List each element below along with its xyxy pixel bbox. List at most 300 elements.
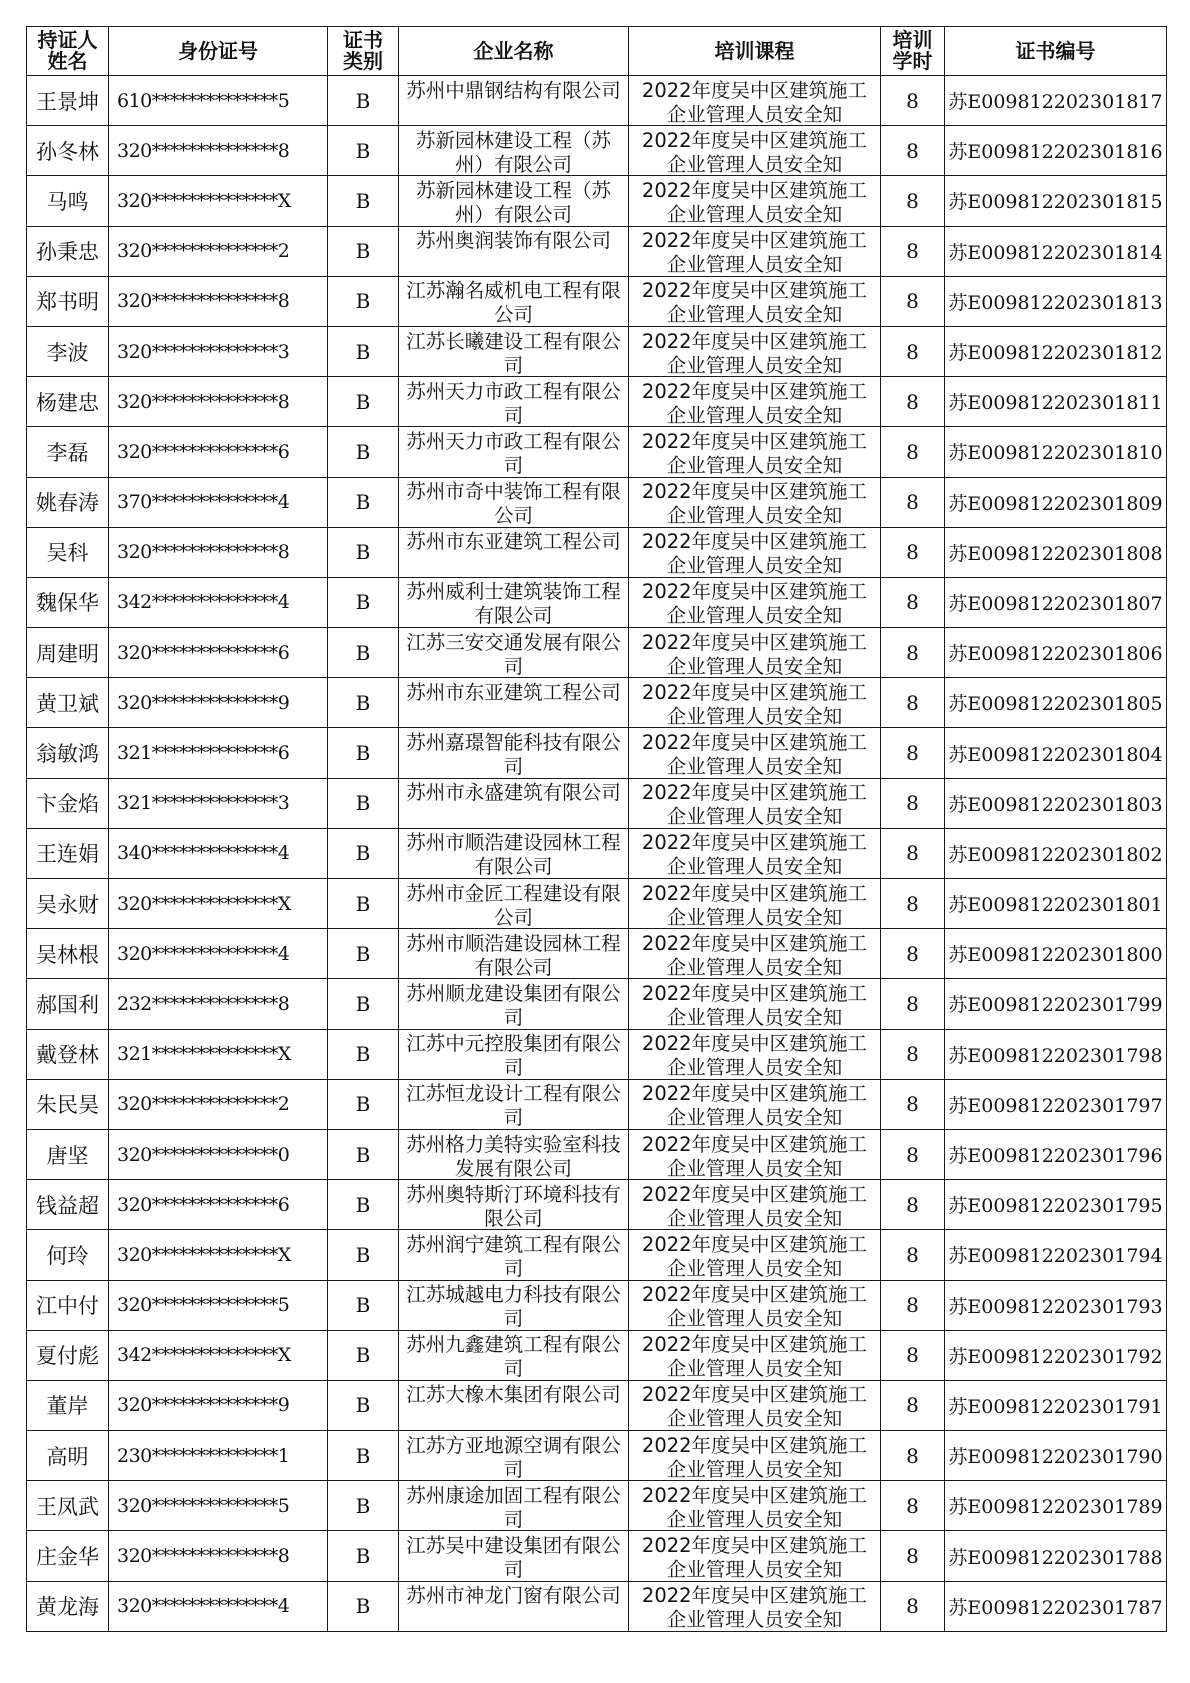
cell-course-text: 2022年度吴中区建筑施工企业管理人员安全知 — [641, 1032, 868, 1077]
cell-course-text: 2022年度吴中区建筑施工企业管理人员安全知 — [641, 480, 868, 525]
table-row — [27, 326, 1167, 376]
cell-cert-number: 苏E009812202301810 — [945, 427, 1167, 477]
table-row — [27, 76, 1167, 126]
cell-cert-number: 苏E009812202301803 — [945, 778, 1167, 828]
cell-course — [629, 176, 881, 226]
table-row — [27, 1431, 1167, 1481]
cell-id-number: 610**************5 — [109, 76, 328, 126]
cell-course-text: 2022年度吴中区建筑施工企业管理人员安全知 — [641, 1182, 868, 1227]
cell-hours: 8 — [881, 527, 945, 577]
table-row — [27, 1129, 1167, 1179]
cell-cert-type: B — [328, 828, 399, 878]
cell-company-text: 苏州九鑫建筑工程有限公司 — [406, 1333, 621, 1378]
cell-cert-type: B — [328, 126, 399, 176]
cell-cert-number: 苏E009812202301787 — [945, 1581, 1167, 1631]
certificate-table — [26, 26, 1167, 1632]
cell-company — [399, 1079, 629, 1129]
cell-cert-number: 苏E009812202301814 — [945, 226, 1167, 276]
cell-course-text: 2022年度吴中区建筑施工企业管理人员安全知 — [641, 1584, 868, 1629]
cell-id-number: 320**************6 — [109, 1180, 328, 1230]
cell-id-number: 320**************5 — [109, 1481, 328, 1531]
table-row — [27, 979, 1167, 1029]
cell-company-text: 江苏吴中建设集团有限公司 — [406, 1534, 621, 1579]
cell-company-text: 苏州市永盛建筑有限公司 — [406, 781, 621, 805]
cell-course — [629, 1230, 881, 1280]
cell-course-text: 2022年度吴中区建筑施工企业管理人员安全知 — [641, 1534, 868, 1579]
cell-hours: 8 — [881, 1079, 945, 1129]
cell-company — [399, 1029, 629, 1079]
cell-company — [399, 1230, 629, 1280]
cell-cert-type: B — [328, 1129, 399, 1179]
cell-cert-type: B — [328, 778, 399, 828]
cell-hours: 8 — [881, 628, 945, 678]
table-header — [27, 27, 1167, 76]
cell-company-text: 苏州市奇中装饰工程有限公司 — [406, 480, 621, 525]
cell-cert-type: B — [328, 1079, 399, 1129]
cell-company-text: 苏州市东亚建筑工程公司 — [406, 680, 621, 704]
cell-hours: 8 — [881, 1330, 945, 1380]
cell-course-text: 2022年度吴中区建筑施工企业管理人员安全知 — [641, 931, 868, 976]
cell-hours: 8 — [881, 1380, 945, 1430]
cell-id-number: 320**************8 — [109, 126, 328, 176]
cell-course — [629, 477, 881, 527]
cell-id-number: 232**************8 — [109, 979, 328, 1029]
cell-hours: 8 — [881, 1280, 945, 1330]
cell-name: 钱益超 — [27, 1180, 109, 1230]
cell-cert-type: B — [328, 678, 399, 728]
header-name: 持证人 姓名 — [27, 27, 109, 76]
header-cert: 证书编号 — [945, 27, 1167, 76]
cell-cert-type: B — [328, 1581, 399, 1631]
cell-id-number: 340**************4 — [109, 828, 328, 878]
cell-course — [629, 126, 881, 176]
cell-cert-number: 苏E009812202301802 — [945, 828, 1167, 878]
cell-name: 吴林根 — [27, 929, 109, 979]
table-row — [27, 427, 1167, 477]
cell-course — [629, 1079, 881, 1129]
cell-name: 孙冬林 — [27, 126, 109, 176]
cell-course-text: 2022年度吴中区建筑施工企业管理人员安全知 — [641, 279, 868, 324]
cell-course-text: 2022年度吴中区建筑施工企业管理人员安全知 — [641, 329, 868, 374]
table-row — [27, 1581, 1167, 1631]
cell-cert-type: B — [328, 1280, 399, 1330]
cell-company — [399, 728, 629, 778]
cell-course-text: 2022年度吴中区建筑施工企业管理人员安全知 — [641, 78, 868, 123]
cell-name: 杨建忠 — [27, 377, 109, 427]
cell-id-number: 321**************6 — [109, 728, 328, 778]
cell-cert-type: B — [328, 377, 399, 427]
cell-id-number: 370**************4 — [109, 477, 328, 527]
cell-course — [629, 728, 881, 778]
cell-company-text: 江苏恒龙设计工程有限公司 — [406, 1082, 621, 1127]
table-row — [27, 879, 1167, 929]
cell-name: 庄金华 — [27, 1531, 109, 1581]
cell-hours: 8 — [881, 1129, 945, 1179]
cell-company-text: 苏州顺龙建设集团有限公司 — [406, 981, 621, 1026]
table-row — [27, 828, 1167, 878]
table-row — [27, 1330, 1167, 1380]
cell-company-text: 江苏方亚地源空调有限公司 — [406, 1433, 621, 1478]
cell-id-number: 320**************6 — [109, 427, 328, 477]
cell-company — [399, 527, 629, 577]
cell-name: 戴登林 — [27, 1029, 109, 1079]
cell-course-text: 2022年度吴中区建筑施工企业管理人员安全知 — [641, 881, 868, 926]
cell-cert-number: 苏E009812202301790 — [945, 1431, 1167, 1481]
cell-course — [629, 1380, 881, 1430]
cell-company — [399, 427, 629, 477]
cell-hours: 8 — [881, 226, 945, 276]
cell-cert-number: 苏E009812202301804 — [945, 728, 1167, 778]
cell-course-text: 2022年度吴中区建筑施工企业管理人员安全知 — [641, 1132, 868, 1177]
table-row — [27, 1029, 1167, 1079]
cell-company-text: 江苏三安交通发展有限公司 — [406, 630, 621, 675]
cell-cert-number: 苏E009812202301813 — [945, 276, 1167, 326]
cell-cert-number: 苏E009812202301789 — [945, 1481, 1167, 1531]
table-row — [27, 377, 1167, 427]
cell-id-number: 320**************5 — [109, 1280, 328, 1330]
cell-hours: 8 — [881, 1029, 945, 1079]
cell-course-text: 2022年度吴中区建筑施工企业管理人员安全知 — [641, 1333, 868, 1378]
cell-cert-number: 苏E009812202301809 — [945, 477, 1167, 527]
table-row — [27, 176, 1167, 226]
table-row — [27, 1481, 1167, 1531]
cell-company-text: 苏州威利士建筑装饰工程有限公司 — [406, 580, 621, 625]
cell-name: 江中付 — [27, 1280, 109, 1330]
cell-id-number: 342**************X — [109, 1330, 328, 1380]
cell-cert-type: B — [328, 628, 399, 678]
cell-company — [399, 326, 629, 376]
cell-name: 王凤武 — [27, 1481, 109, 1531]
table-row — [27, 778, 1167, 828]
cell-company-text: 苏州润宁建筑工程有限公司 — [406, 1232, 621, 1277]
cell-id-number: 320**************8 — [109, 1531, 328, 1581]
cell-company — [399, 1531, 629, 1581]
cell-hours: 8 — [881, 126, 945, 176]
cell-company-text: 苏州康途加固工程有限公司 — [406, 1483, 621, 1528]
table-body — [27, 76, 1167, 1632]
cell-company-text: 苏州奥特斯汀环境科技有限公司 — [406, 1182, 621, 1227]
cell-company-text: 苏州市东亚建筑工程公司 — [406, 530, 621, 554]
cell-hours: 8 — [881, 1581, 945, 1631]
cell-cert-number: 苏E009812202301806 — [945, 628, 1167, 678]
cell-course — [629, 828, 881, 878]
cell-company — [399, 226, 629, 276]
cell-company-text: 苏州中鼎钢结构有限公司 — [406, 78, 621, 102]
cell-cert-type: B — [328, 176, 399, 226]
cell-company — [399, 828, 629, 878]
cell-cert-number: 苏E009812202301807 — [945, 577, 1167, 627]
cell-company — [399, 1129, 629, 1179]
cell-hours: 8 — [881, 577, 945, 627]
table-row — [27, 527, 1167, 577]
cell-cert-type: B — [328, 879, 399, 929]
cell-course — [629, 577, 881, 627]
cell-cert-number: 苏E009812202301800 — [945, 929, 1167, 979]
cell-course — [629, 1280, 881, 1330]
cell-course-text: 2022年度吴中区建筑施工企业管理人员安全知 — [641, 128, 868, 173]
header-type: 证书 类别 — [328, 27, 399, 76]
cell-cert-number: 苏E009812202301793 — [945, 1280, 1167, 1330]
cell-course-text: 2022年度吴中区建筑施工企业管理人员安全知 — [641, 1082, 868, 1127]
cell-company — [399, 678, 629, 728]
table-row — [27, 1280, 1167, 1330]
cell-name: 唐坚 — [27, 1129, 109, 1179]
cell-course — [629, 1481, 881, 1531]
cell-course-text: 2022年度吴中区建筑施工企业管理人员安全知 — [641, 379, 868, 424]
cell-company — [399, 176, 629, 226]
cell-cert-type: B — [328, 1431, 399, 1481]
cell-name: 夏付彪 — [27, 1330, 109, 1380]
cell-id-number: 320**************8 — [109, 276, 328, 326]
cell-cert-number: 苏E009812202301805 — [945, 678, 1167, 728]
table-row — [27, 1230, 1167, 1280]
cell-course — [629, 678, 881, 728]
cell-cert-type: B — [328, 1531, 399, 1581]
cell-company — [399, 76, 629, 126]
cell-hours: 8 — [881, 778, 945, 828]
cell-cert-type: B — [328, 1481, 399, 1531]
cell-company-text: 苏新园林建设工程（苏州）有限公司 — [415, 178, 611, 223]
cell-cert-number: 苏E009812202301795 — [945, 1180, 1167, 1230]
cell-name: 董岸 — [27, 1380, 109, 1430]
cell-cert-type: B — [328, 1380, 399, 1430]
cell-course — [629, 276, 881, 326]
cell-name: 王景坤 — [27, 76, 109, 126]
cell-id-number: 320**************6 — [109, 628, 328, 678]
cell-company — [399, 929, 629, 979]
cell-id-number: 321**************X — [109, 1029, 328, 1079]
cell-hours: 8 — [881, 1431, 945, 1481]
cell-cert-number: 苏E009812202301796 — [945, 1129, 1167, 1179]
cell-company — [399, 577, 629, 627]
cell-hours: 8 — [881, 427, 945, 477]
cell-cert-type: B — [328, 929, 399, 979]
cell-name: 朱民昊 — [27, 1079, 109, 1129]
cell-company-text: 江苏城越电力科技有限公司 — [406, 1283, 621, 1328]
cell-hours: 8 — [881, 1180, 945, 1230]
cell-course-text: 2022年度吴中区建筑施工企业管理人员安全知 — [641, 1232, 868, 1277]
cell-cert-number: 苏E009812202301791 — [945, 1380, 1167, 1430]
cell-id-number: 321**************3 — [109, 778, 328, 828]
cell-company-text: 苏州市金匠工程建设有限公司 — [406, 881, 621, 926]
cell-company — [399, 879, 629, 929]
cell-cert-number: 苏E009812202301788 — [945, 1531, 1167, 1581]
cell-course-text: 2022年度吴中区建筑施工企业管理人员安全知 — [641, 630, 868, 675]
cell-cert-number: 苏E009812202301815 — [945, 176, 1167, 226]
table-row — [27, 226, 1167, 276]
cell-company-text: 江苏中元控股集团有限公司 — [406, 1032, 621, 1077]
cell-course — [629, 1431, 881, 1481]
cell-hours: 8 — [881, 1230, 945, 1280]
cell-course — [629, 1581, 881, 1631]
cell-company — [399, 477, 629, 527]
cell-cert-number: 苏E009812202301811 — [945, 377, 1167, 427]
cell-company — [399, 377, 629, 427]
table-row — [27, 577, 1167, 627]
table-row — [27, 1531, 1167, 1581]
cell-course-text: 2022年度吴中区建筑施工企业管理人员安全知 — [641, 981, 868, 1026]
cell-course — [629, 326, 881, 376]
table-row — [27, 1380, 1167, 1430]
cell-name: 黄龙海 — [27, 1581, 109, 1631]
cell-company-text: 苏州市顺浩建设园林工程有限公司 — [406, 931, 621, 976]
cell-cert-type: B — [328, 477, 399, 527]
cell-hours: 8 — [881, 1531, 945, 1581]
cell-course — [629, 76, 881, 126]
header-hours: 培训 学时 — [881, 27, 945, 76]
cell-cert-number: 苏E009812202301817 — [945, 76, 1167, 126]
cell-id-number: 320**************3 — [109, 326, 328, 376]
cell-company-text: 苏州格力美特实验室科技发展有限公司 — [406, 1132, 621, 1177]
table-row — [27, 728, 1167, 778]
cell-cert-number: 苏E009812202301797 — [945, 1079, 1167, 1129]
cell-company — [399, 1180, 629, 1230]
cell-course — [629, 1531, 881, 1581]
cell-name: 孙秉忠 — [27, 226, 109, 276]
cell-company — [399, 126, 629, 176]
cell-course — [629, 377, 881, 427]
cell-company-text: 江苏大橡木集团有限公司 — [406, 1383, 621, 1407]
cell-id-number: 320**************9 — [109, 678, 328, 728]
table-row — [27, 929, 1167, 979]
cell-course-text: 2022年度吴中区建筑施工企业管理人员安全知 — [641, 781, 868, 826]
cell-name: 魏保华 — [27, 577, 109, 627]
cell-name: 马鸣 — [27, 176, 109, 226]
cell-course — [629, 226, 881, 276]
cell-course-text: 2022年度吴中区建筑施工企业管理人员安全知 — [641, 731, 868, 776]
cell-id-number: 342**************4 — [109, 577, 328, 627]
cell-course-text: 2022年度吴中区建筑施工企业管理人员安全知 — [641, 831, 868, 876]
cell-company-text: 江苏瀚名威机电工程有限公司 — [406, 279, 621, 324]
cell-cert-number: 苏E009812202301794 — [945, 1230, 1167, 1280]
cell-name: 郑书明 — [27, 276, 109, 326]
cell-company-text: 苏州天力市政工程有限公司 — [406, 379, 621, 424]
cell-company — [399, 1431, 629, 1481]
cell-cert-number: 苏E009812202301798 — [945, 1029, 1167, 1079]
cell-cert-number: 苏E009812202301792 — [945, 1330, 1167, 1380]
cell-course-text: 2022年度吴中区建筑施工企业管理人员安全知 — [641, 680, 868, 725]
cell-cert-type: B — [328, 226, 399, 276]
cell-course-text: 2022年度吴中区建筑施工企业管理人员安全知 — [641, 1433, 868, 1478]
cell-id-number: 320**************X — [109, 1230, 328, 1280]
cell-name: 吴科 — [27, 527, 109, 577]
cell-hours: 8 — [881, 1481, 945, 1531]
cell-hours: 8 — [881, 276, 945, 326]
cell-course-text: 2022年度吴中区建筑施工企业管理人员安全知 — [641, 429, 868, 474]
cell-cert-type: B — [328, 577, 399, 627]
cell-id-number: 320**************8 — [109, 527, 328, 577]
cell-hours: 8 — [881, 678, 945, 728]
table-row — [27, 276, 1167, 326]
table-row — [27, 628, 1167, 678]
cell-cert-number: 苏E009812202301799 — [945, 979, 1167, 1029]
cell-course-text: 2022年度吴中区建筑施工企业管理人员安全知 — [641, 1483, 868, 1528]
cell-hours: 8 — [881, 929, 945, 979]
cell-id-number: 320**************2 — [109, 226, 328, 276]
cell-cert-type: B — [328, 979, 399, 1029]
cell-id-number: 320**************X — [109, 879, 328, 929]
cell-cert-type: B — [328, 326, 399, 376]
cell-company — [399, 979, 629, 1029]
cell-cert-type: B — [328, 1180, 399, 1230]
cell-name: 何玲 — [27, 1230, 109, 1280]
cell-course — [629, 1129, 881, 1179]
cell-name: 卞金焰 — [27, 778, 109, 828]
cell-name: 黄卫斌 — [27, 678, 109, 728]
cell-id-number: 320**************9 — [109, 1380, 328, 1430]
cell-course — [629, 527, 881, 577]
cell-id-number: 320**************2 — [109, 1079, 328, 1129]
cell-company-text: 江苏长曦建设工程有限公司 — [406, 329, 621, 374]
cell-course — [629, 879, 881, 929]
cell-course — [629, 1180, 881, 1230]
cell-cert-type: B — [328, 527, 399, 577]
cell-course-text: 2022年度吴中区建筑施工企业管理人员安全知 — [641, 1383, 868, 1428]
cell-company — [399, 1581, 629, 1631]
cell-company — [399, 628, 629, 678]
cell-name: 吴永财 — [27, 879, 109, 929]
header-course: 培训课程 — [629, 27, 881, 76]
cell-name: 高明 — [27, 1431, 109, 1481]
table-row — [27, 126, 1167, 176]
cell-id-number: 230**************1 — [109, 1431, 328, 1481]
cell-company — [399, 1280, 629, 1330]
cell-id-number: 320**************X — [109, 176, 328, 226]
table-row — [27, 1180, 1167, 1230]
cell-hours: 8 — [881, 979, 945, 1029]
cell-cert-type: B — [328, 728, 399, 778]
cell-course-text: 2022年度吴中区建筑施工企业管理人员安全知 — [641, 1283, 868, 1328]
cell-cert-number: 苏E009812202301816 — [945, 126, 1167, 176]
cell-hours: 8 — [881, 728, 945, 778]
cell-hours: 8 — [881, 326, 945, 376]
cell-name: 李磊 — [27, 427, 109, 477]
cell-course — [629, 628, 881, 678]
cell-name: 周建明 — [27, 628, 109, 678]
cell-course-text: 2022年度吴中区建筑施工企业管理人员安全知 — [641, 178, 868, 223]
cell-company — [399, 1380, 629, 1430]
cell-company-text: 苏州嘉璟智能科技有限公司 — [406, 731, 621, 776]
header-id: 身份证号 — [109, 27, 328, 76]
table-row — [27, 1079, 1167, 1129]
cell-cert-number: 苏E009812202301801 — [945, 879, 1167, 929]
cell-course — [629, 929, 881, 979]
cell-name: 王连娟 — [27, 828, 109, 878]
cell-cert-type: B — [328, 427, 399, 477]
cell-course-text: 2022年度吴中区建筑施工企业管理人员安全知 — [641, 229, 868, 274]
cell-company — [399, 1481, 629, 1531]
cell-id-number: 320**************8 — [109, 377, 328, 427]
cell-cert-type: B — [328, 1029, 399, 1079]
cell-hours: 8 — [881, 879, 945, 929]
cell-name: 姚春涛 — [27, 477, 109, 527]
cell-hours: 8 — [881, 176, 945, 226]
cell-name: 翁敏鸿 — [27, 728, 109, 778]
cell-cert-number: 苏E009812202301808 — [945, 527, 1167, 577]
cell-company — [399, 778, 629, 828]
cell-id-number: 320**************4 — [109, 1581, 328, 1631]
cell-course — [629, 778, 881, 828]
cell-course-text: 2022年度吴中区建筑施工企业管理人员安全知 — [641, 580, 868, 625]
cell-hours: 8 — [881, 76, 945, 126]
cell-name: 郝国利 — [27, 979, 109, 1029]
table-row — [27, 477, 1167, 527]
cell-hours: 8 — [881, 828, 945, 878]
cell-cert-type: B — [328, 76, 399, 126]
cell-course — [629, 1330, 881, 1380]
cell-course — [629, 1029, 881, 1079]
header-company: 企业名称 — [399, 27, 629, 76]
